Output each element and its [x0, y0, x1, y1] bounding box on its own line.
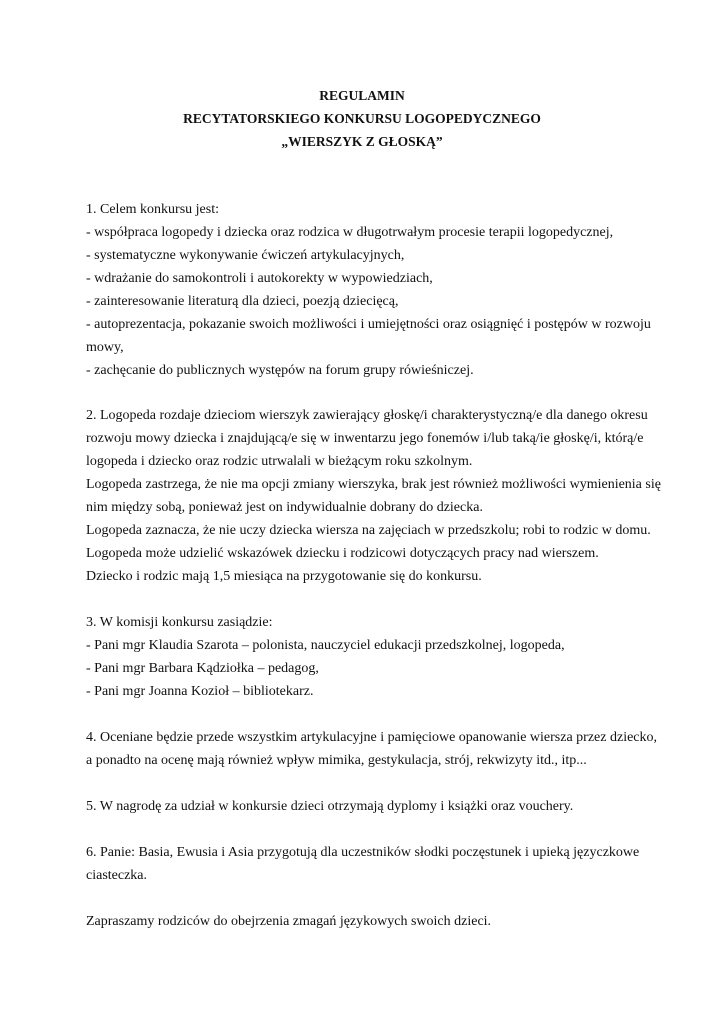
section-4-line: a ponadto na ocenę mają również wpływ mimika, gestykulacja, strój, rekwizyty itd., itp...: [86, 753, 587, 768]
section-1-item: - systematyczne wykonywanie ćwiczeń artykulacyjnych,: [86, 248, 405, 263]
section-1-heading: 1. Celem konkursu jest:: [86, 202, 219, 217]
committee-member: - Pani mgr Barbara Kądziołka – pedagog,: [86, 661, 319, 676]
section-4-line: 4. Oceniane będzie przede wszystkim artykulacyjne i pamięciowe opanowanie wiersza przez dziecko,: [86, 730, 658, 745]
section-1-item: - autoprezentacja, pokazanie swoich możliwości i umiejętności oraz osiągnięć i postępów w rozwoju: [86, 317, 651, 332]
section-2-line: logopeda i dziecko oraz rodzic utrwalali w bieżącym roku szkolnym.: [86, 454, 473, 469]
section-5-line: 5. W nagrodę za udział w konkursie dzieci otrzymają dyplomy i książki oraz vouchery.: [86, 799, 574, 814]
committee-member: - Pani mgr Klaudia Szarota – polonista, nauczyciel edukacji przedszkolnej, logopeda,: [86, 638, 565, 653]
section-1-item: - wdrażanie do samokontroli i autokorekty w wypowiedziach,: [86, 271, 433, 286]
section-1-item: - współpraca logopedy i dziecka oraz rodzica w długotrwałym procesie terapii logopedycznej,: [86, 225, 614, 240]
section-2-line: Logopeda zastrzega, że nie ma opcji zmiany wierszyka, brak jest również możliwości wymienienia się: [86, 477, 661, 492]
section-2-line: Dziecko i rodzic mają 1,5 miesiąca na przygotowanie się do konkursu.: [86, 569, 482, 584]
section-2-line: nim między sobą, ponieważ jest on indywidualnie dobrany do dziecka.: [86, 500, 483, 515]
closing-invitation: Zapraszamy rodziców do obejrzenia zmagań językowych swoich dzieci.: [86, 914, 492, 929]
document-title: REGULAMIN: [319, 88, 405, 103]
section-2-line: Logopeda może udzielić wskazówek dziecku i rodzicowi dotyczących pracy nad wierszem.: [86, 546, 599, 561]
section-2-line: Logopeda zaznacza, że nie uczy dziecka wiersza na zajęciach w przedszkolu; robi to rodzic w domu.: [86, 523, 651, 538]
section-2-line: rozwoju mowy dziecka i znajdującą/e się w inwentarzu jego fonemów i/lub taką/ie głoskę/i, którą/e: [86, 431, 644, 446]
committee-member: - Pani mgr Joanna Kozioł – bibliotekarz.: [86, 684, 314, 699]
section-1-item-continued: mowy,: [86, 340, 124, 355]
contest-name: „WIERSZYK Z GŁOSKĄ”: [281, 134, 443, 149]
section-1-item: - zainteresowanie literaturą dla dzieci, poezją dziecięcą,: [86, 294, 399, 309]
section-1-item: - zachęcanie do publicznych występów na forum grupy rówieśniczej.: [86, 363, 474, 378]
section-6-line: 6. Panie: Basia, Ewusia i Asia przygotują dla uczestników słodki poczęstunek i upieką języczkowe: [86, 845, 640, 860]
section-2-line: 2. Logopeda rozdaje dzieciom wierszyk zawierający głoskę/i charakterystyczną/e dla danego okresu: [86, 408, 648, 423]
section-6-line-continued: ciasteczka.: [86, 868, 148, 883]
document-subtitle: RECYTATORSKIEGO KONKURSU LOGOPEDYCZNEGO: [183, 111, 541, 126]
section-3-heading: 3. W komisji konkursu zasiądzie:: [86, 615, 273, 630]
